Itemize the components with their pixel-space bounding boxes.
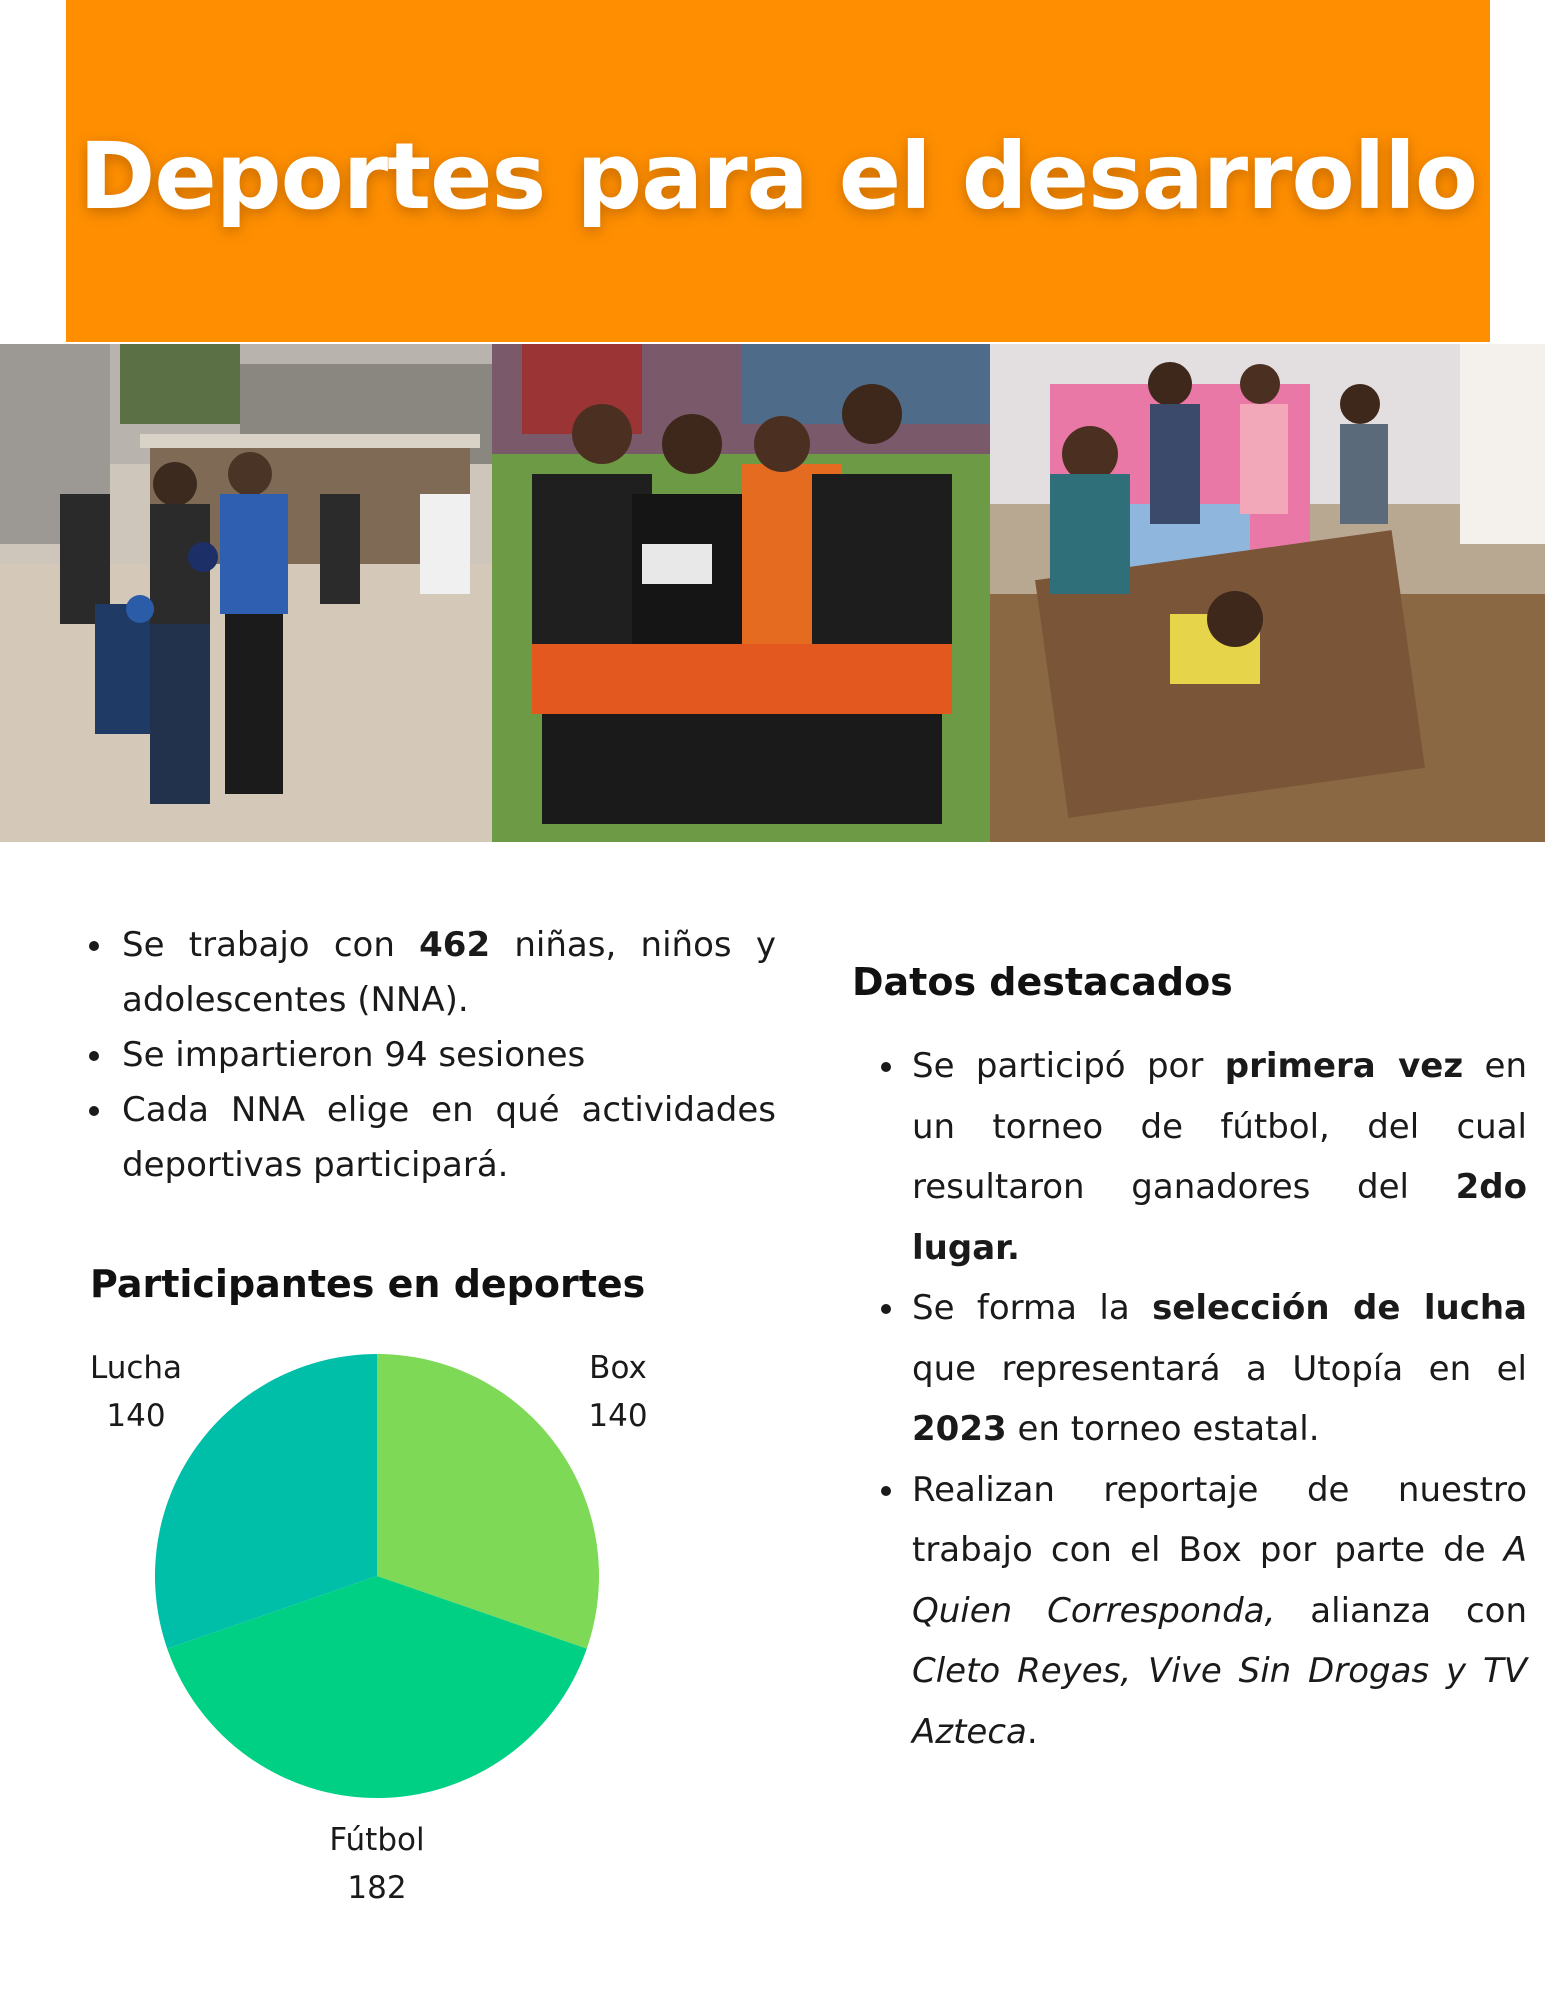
list-item: • Realizan reportaje de nuestro trabajo con el Box por parte de A Quien Corresponda, alianza con Cleto Reyes, Vive Sin Drogas y TV Azteca. (908, 1460, 1527, 1763)
list-item: • Se forma la selección de lucha que representará a Utopía en el 2023 en torneo estatal. (908, 1278, 1527, 1460)
slice-label: Lucha (89, 1350, 183, 1386)
highlights-title: Datos destacados (852, 960, 1233, 1004)
slice-value: 140 (106, 1398, 166, 1434)
slice-value: 182 (347, 1870, 407, 1906)
boxing-photo (0, 344, 492, 842)
wrestling-photo (990, 344, 1545, 842)
title-banner (66, 0, 1490, 342)
slice-value: 140 (588, 1398, 648, 1434)
chart-title: Participantes en deportes (90, 1262, 646, 1306)
page-title: Deportes para el desarrollo (78, 122, 1478, 230)
highlights-list (870, 1036, 1527, 1762)
slice-label: Box (589, 1350, 647, 1386)
list-item: • Se impartieron 94 sesiones (116, 1028, 776, 1083)
summary-list (78, 918, 776, 1193)
pie-chart (60, 1340, 680, 1920)
slice-label: Fútbol (329, 1822, 425, 1858)
list-item: • Cada NNA elige en qué actividades deportivas participará. (116, 1083, 776, 1193)
list-item: • Se participó por primera vez en un torneo de fútbol, del cual resultaron ganadores del 2do lugar. (908, 1036, 1527, 1278)
list-item: • Se trabajo con 462 niñas, niños y adolescentes (NNA). (116, 918, 776, 1028)
photo-strip (0, 344, 1545, 842)
soccer-team-photo (492, 344, 990, 842)
